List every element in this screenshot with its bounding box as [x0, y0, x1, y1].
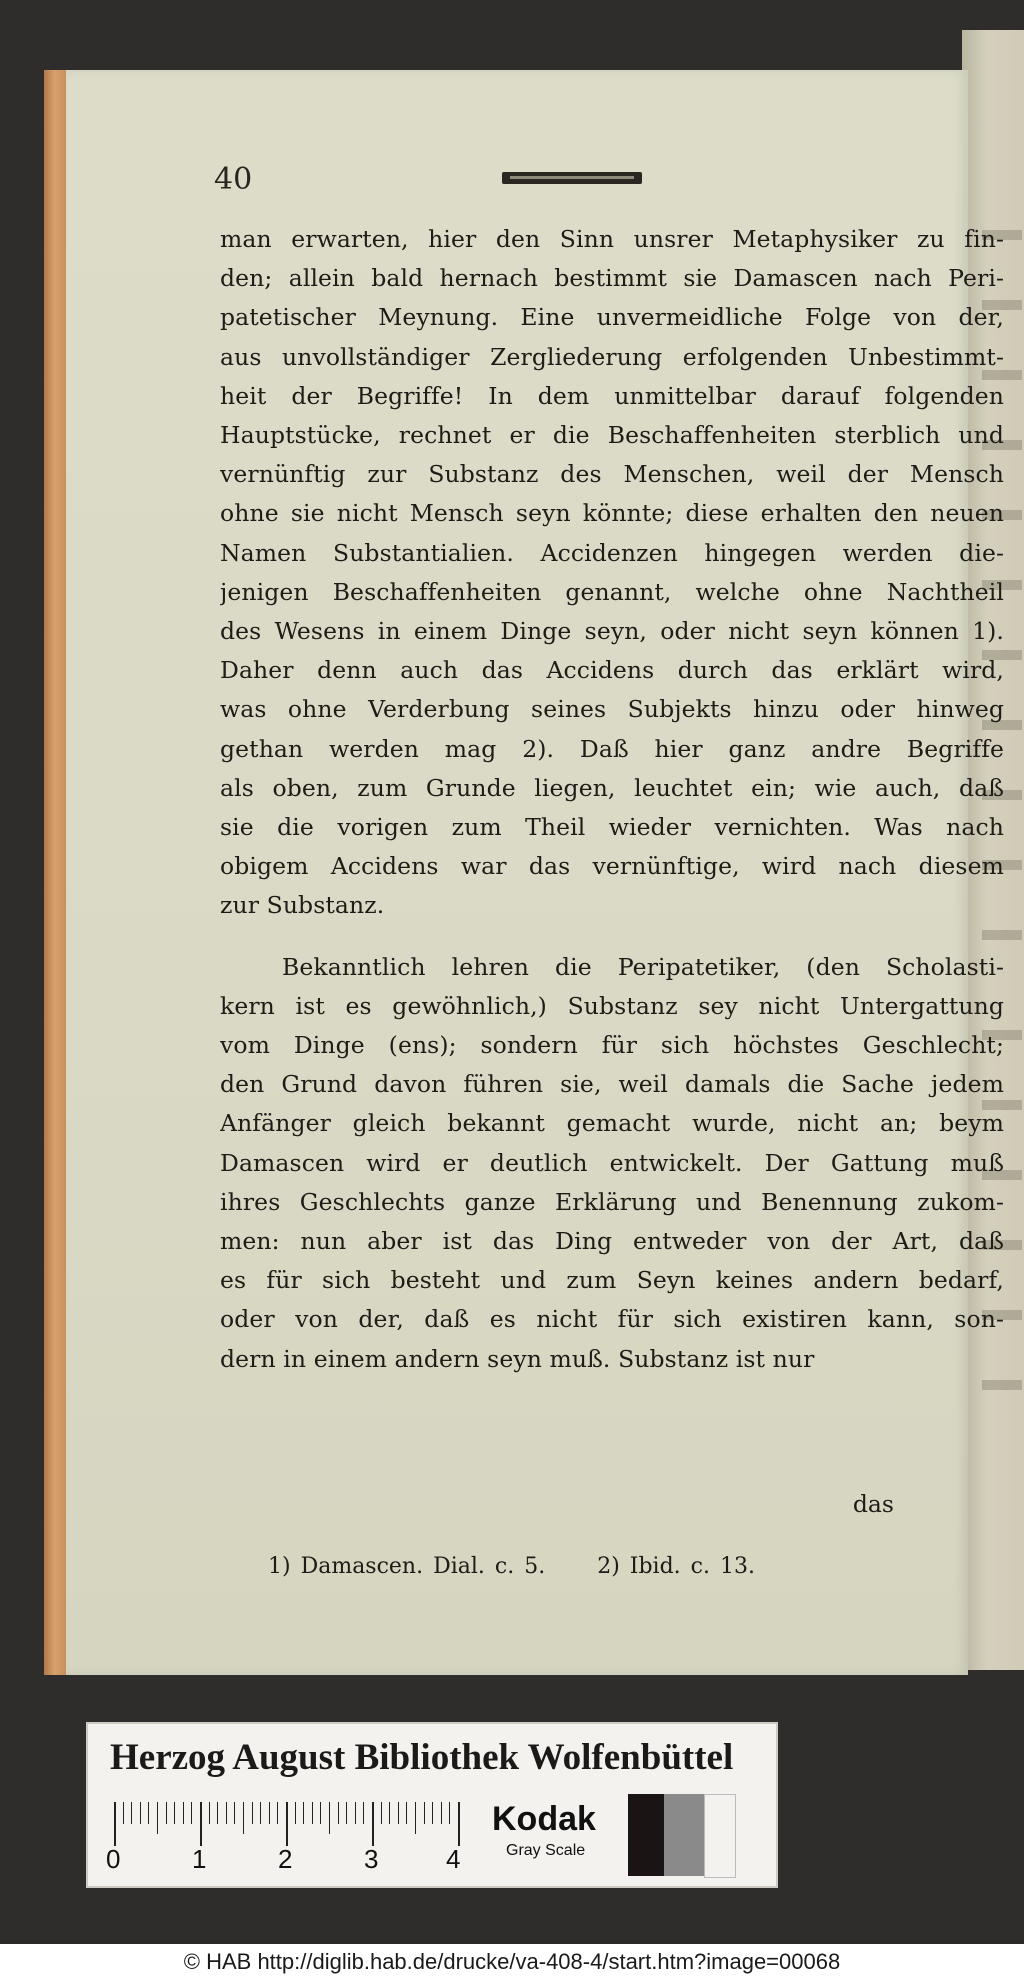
ruler-tick [303, 1802, 304, 1824]
ruler-tick [209, 1802, 210, 1824]
ruler-tick [269, 1802, 270, 1824]
text-line: obigem Accidens war das vernünftige, wird nach diesem [220, 852, 1004, 881]
text-line: gethan werden mag 2). Daß hier ganz andre Begriffe [220, 734, 1004, 763]
ruler-tick [312, 1802, 313, 1824]
gray-swatch-light [704, 1794, 736, 1878]
header-ornament-rule [502, 172, 642, 184]
ruler-tick [252, 1802, 253, 1824]
ruler-tick [243, 1802, 244, 1834]
footnote-2: 2) Ibid. c. 13. [597, 1554, 755, 1579]
ruler-tick [346, 1802, 347, 1824]
ruler-tick [398, 1802, 399, 1824]
text-line: Anfänger gleich bekannt gemacht wurde, nicht an; beym [220, 1109, 1004, 1138]
ruler-tick [458, 1802, 460, 1846]
ruler-tick [372, 1802, 374, 1846]
text-line: vom Dinge (ens); sondern für sich höchstes Geschlecht; [220, 1031, 1004, 1060]
ruler-tick [381, 1802, 382, 1824]
text-line: was ohne Verderbung seines Subjekts hinzu oder hinweg [220, 695, 1004, 724]
text-line: heit der Begriffe! In dem unmittelbar darauf folgenden [220, 381, 1004, 410]
ruler-tick [415, 1802, 416, 1834]
ruler-label: 3 [364, 1844, 379, 1874]
footnotes [268, 1554, 797, 1579]
ruler-tick [114, 1802, 116, 1846]
text-line: jenigen Beschaffenheiten genannt, welche ohne Nachtheil [220, 577, 1004, 606]
text-line: vernünftig zur Substanz des Menschen, weil der Mensch [220, 460, 1004, 489]
page-edge [44, 70, 68, 1675]
paragraph-gap [220, 926, 1004, 948]
text-line: sie die vorigen zum Theil wieder vernichten. Was nach [220, 813, 1004, 842]
text-line: men: nun aber ist das Ding entweder von der Art, daß [220, 1227, 1004, 1256]
text-line: den; allein bald hernach bestimmt sie Damascen nach Peri- [220, 264, 1004, 293]
ruler-tick [234, 1802, 235, 1824]
ruler-tick [260, 1802, 261, 1824]
text-line: als oben, zum Grunde liegen, leuchtet ein; wie auch, daß [220, 773, 1004, 802]
ruler-tick [449, 1802, 450, 1824]
paragraph-2 [220, 948, 1004, 1379]
ruler-tick [286, 1802, 288, 1846]
ruler-label: 4 [446, 1844, 461, 1874]
library-name: Herzog August Bibliothek Wolfenbüttel [110, 1737, 734, 1778]
ruler-tick [217, 1802, 218, 1824]
catchword: das [852, 1490, 894, 1518]
ruler-tick [424, 1802, 425, 1824]
ruler-tick [389, 1802, 390, 1824]
text-line: es für sich besteht und zum Seyn keines andern bedarf, [220, 1266, 1004, 1295]
ruler-tick [131, 1802, 132, 1824]
footnote-1: 1) Damascen. Dial. c. 5. [268, 1554, 546, 1579]
ruler-tick [140, 1802, 141, 1824]
gray-scale-label: Gray Scale [506, 1842, 586, 1859]
ruler-tick [338, 1802, 339, 1824]
ruler-label: 0 [106, 1844, 121, 1874]
gray-swatch-mid [664, 1794, 704, 1876]
text-line: Bekanntlich lehren die Peripatetiker, (den Scholasti- [282, 952, 1004, 981]
ruler-tick [355, 1802, 356, 1824]
text-line: aus unvollständiger Zergliederung erfolgenden Unbestimmt- [220, 342, 1004, 371]
ruler-tick [174, 1802, 175, 1824]
ruler-tick [363, 1802, 364, 1824]
text-line: kern ist es gewöhnlich,) Substanz sey nicht Untergattung [220, 991, 1004, 1020]
ruler-tick [123, 1802, 124, 1824]
ruler-tick [277, 1802, 278, 1824]
text-line: man erwarten, hier den Sinn unsrer Metaphysiker zu fin- [220, 225, 1004, 253]
kodak-brand: Kodak [492, 1800, 596, 1838]
ruler-tick [200, 1802, 202, 1846]
measurement-ruler [114, 1802, 554, 1846]
ruler-tick [226, 1802, 227, 1824]
ghost-text [982, 1380, 1022, 1390]
ruler-tick [329, 1802, 330, 1834]
ruler-tick [157, 1802, 158, 1834]
gray-swatch-dark [628, 1794, 664, 1876]
ruler-tick [406, 1802, 407, 1824]
text-line: oder von der, daß es nicht für sich existiren kann, son- [220, 1305, 1004, 1334]
text-line: Namen Substantialien. Accidenzen hingegen werden die- [220, 538, 1004, 567]
page-number: 40 [214, 162, 253, 197]
ruler-label: 2 [278, 1844, 293, 1874]
ruler-tick [183, 1802, 184, 1824]
text-line: Hauptstücke, rechnet er die Beschaffenheiten sterblich und [220, 421, 1004, 450]
ruler-tick [191, 1802, 192, 1824]
ruler-tick [441, 1802, 442, 1824]
text-line: des Wesens in einem Dinge seyn, oder nicht seyn können 1). [220, 617, 1004, 646]
ruler-tick [295, 1802, 296, 1824]
text-line: Damascen wird er deutlich entwickelt. Der Gattung muß [220, 1148, 1004, 1177]
ruler-tick [148, 1802, 149, 1824]
book-page [66, 70, 1004, 1675]
text-line: Daher denn auch das Accidens durch das erklärt wird, [220, 656, 1004, 685]
ruler-tick [166, 1802, 167, 1824]
text-line: zur Substanz. [220, 891, 385, 920]
text-line: patetischer Meynung. Eine unvermeidliche Folge von der, [220, 303, 1004, 332]
text-line: ihres Geschlechts ganze Erklärung und Benennung zukom- [220, 1187, 1004, 1216]
text-line: den Grund davon führen sie, weil damals die Sache jedem [220, 1070, 1004, 1099]
body-text [220, 220, 1004, 1379]
paragraph-1 [220, 220, 1004, 926]
text-line: ohne sie nicht Mensch seyn könnte; diese erhalten den neuen [220, 499, 1004, 528]
copyright-footer: © HAB http://diglib.hab.de/drucke/va-408-4/start.htm?image=00068 [0, 1944, 1024, 1980]
ruler-label: 1 [192, 1844, 207, 1874]
ruler-tick [320, 1802, 321, 1824]
ruler-tick [432, 1802, 433, 1824]
text-line: dern in einem andern seyn muß. Substanz ist nur [220, 1344, 815, 1373]
library-color-card [86, 1722, 778, 1888]
